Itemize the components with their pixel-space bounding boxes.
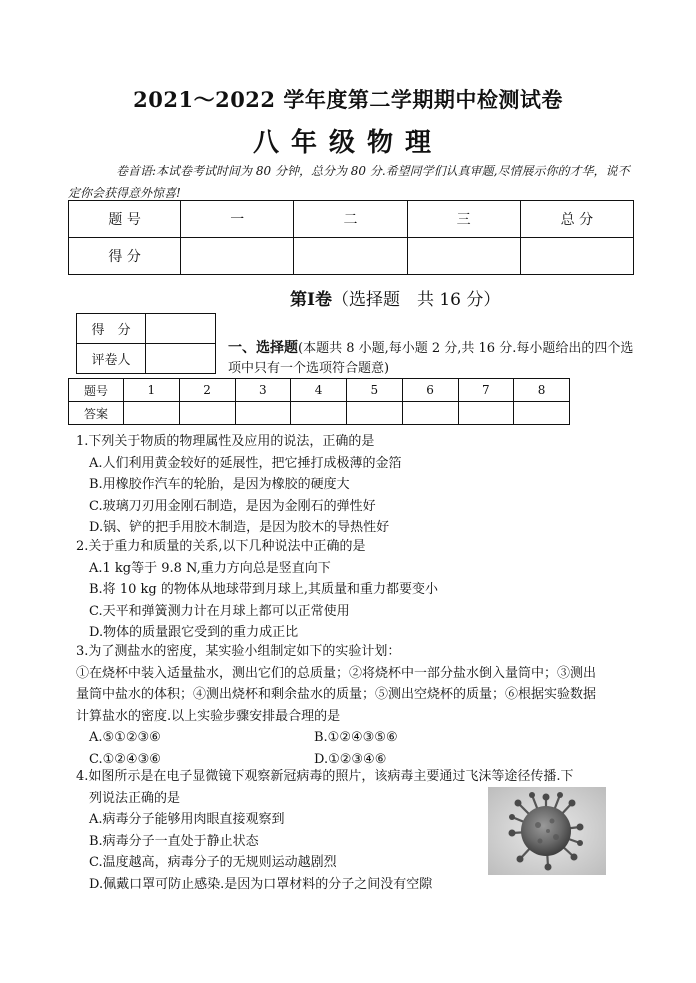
option-c: C.温度越高，病毒分子的无规则运动越剧烈 bbox=[89, 855, 337, 870]
option-d: D.佩戴口罩可防止感染.是因为口罩材料的分子之间没有空隙 bbox=[89, 876, 433, 892]
answer-number-row bbox=[69, 379, 570, 402]
virus-icon bbox=[488, 787, 606, 875]
score-table bbox=[68, 200, 634, 275]
question-1 bbox=[76, 431, 636, 539]
score-header-cell: 题 号 bbox=[69, 201, 181, 238]
option-a: A.⑤①②③⑥ bbox=[89, 730, 161, 745]
answer-cell[interactable] bbox=[179, 402, 235, 425]
exam-subtitle: 八年级物理 bbox=[252, 128, 443, 158]
score-header-cell: 二 bbox=[294, 201, 407, 238]
answer-cell[interactable] bbox=[124, 402, 180, 425]
score-table-header-row bbox=[69, 201, 634, 238]
virus-photo bbox=[488, 787, 606, 875]
answer-number: 4 bbox=[291, 379, 347, 402]
option-a: A.1 kg等于 9.8 N,重力方向总是竖直向下 bbox=[89, 560, 331, 576]
grader-score-label: 得 分 bbox=[77, 314, 146, 344]
option-c: C.天平和弹簧测力计在月球上都可以正常使用 bbox=[89, 603, 350, 619]
answer-number: 8 bbox=[514, 379, 570, 402]
exam-notice: 卷首语:本试卷考试时间为 80 分钟，总分为 80 分.希望同学们认真审题,尽情展示你的才华，说不定你会获得意外惊喜! bbox=[68, 164, 630, 200]
score-cell[interactable] bbox=[294, 238, 407, 275]
grader-row bbox=[77, 314, 216, 344]
section1-title bbox=[0, 285, 696, 310]
answer-number: 6 bbox=[402, 379, 458, 402]
option-d: D.锅、铲的把手用胶木制造，是因为胶木的导热性好 bbox=[89, 520, 390, 535]
question-stem-continued: 列说法正确的是 bbox=[89, 790, 181, 806]
score-header-cell: 三 bbox=[407, 201, 520, 238]
option-d: D.①②③④⑥ bbox=[314, 751, 387, 767]
question-stem: 4.如图所示是在电子显微镜下观察新冠病毒的照片，该病毒主要通过飞沫等途径传播.下 bbox=[76, 769, 574, 784]
score-header-cell: 一 bbox=[181, 201, 294, 238]
question-body-line: 计算盐水的密度.以上实验步骤安排最合理的是 bbox=[76, 708, 341, 724]
score-row-label: 得 分 bbox=[69, 238, 181, 275]
answer-row-label: 题号 bbox=[69, 379, 124, 402]
section1-title-rest: （选择题 共 16 分） bbox=[331, 290, 501, 310]
answer-number: 2 bbox=[179, 379, 235, 402]
question-stem: 2.关于重力和质量的关系,以下几种说法中正确的是 bbox=[76, 539, 366, 554]
grader-name-label: 评卷人 bbox=[77, 344, 146, 374]
answer-number: 5 bbox=[347, 379, 403, 402]
option-d: D.物体的质量跟它受到的重力成正比 bbox=[89, 625, 299, 640]
answer-number: 3 bbox=[235, 379, 291, 402]
grader-table bbox=[76, 313, 216, 374]
answer-fill-row bbox=[69, 402, 570, 425]
instruction-heading: 一、选择题 bbox=[228, 340, 298, 356]
option-b: B.将 10 kg 的物体从地球带到月球上,其质量和重力都要变小 bbox=[89, 582, 438, 597]
answer-cell[interactable] bbox=[458, 402, 514, 425]
answer-number: 7 bbox=[458, 379, 514, 402]
score-cell[interactable] bbox=[181, 238, 294, 275]
score-header-cell: 总 分 bbox=[520, 201, 633, 238]
section1-instruction bbox=[228, 338, 638, 379]
question-2 bbox=[76, 536, 636, 644]
instruction-text: (本题共 8 小题,每小题 2 分,共 16 分.每小题给出的四个选项中只有一个选项符合题意) bbox=[228, 341, 634, 376]
option-a: A.病毒分子能够用肉眼直接观察到 bbox=[89, 812, 285, 827]
answer-cell[interactable] bbox=[291, 402, 347, 425]
question-body-line: ①在烧杯中装入适量盐水，测出它们的总质量；②将烧杯中一部分盐水倒入量筒中；③测出 bbox=[76, 665, 597, 681]
score-cell[interactable] bbox=[407, 238, 520, 275]
exam-title: 2021～2022 学年度第二学期期中检测试卷 bbox=[133, 87, 563, 112]
question-3 bbox=[76, 641, 636, 770]
answer-row-label: 答案 bbox=[69, 402, 124, 425]
grader-name-cell[interactable] bbox=[146, 344, 216, 374]
answer-cell[interactable] bbox=[514, 402, 570, 425]
answer-cell[interactable] bbox=[402, 402, 458, 425]
score-table-score-row bbox=[69, 238, 634, 275]
answer-cell[interactable] bbox=[347, 402, 403, 425]
option-c: C.玻璃刀刃用金刚石制造，是因为金刚石的弹性好 bbox=[89, 498, 376, 514]
option-b: B.用橡胶作汽车的轮胎，是因为橡胶的硬度大 bbox=[89, 477, 350, 492]
answer-cell[interactable] bbox=[235, 402, 291, 425]
question-stem: 3.为了测盐水的密度，某实验小组制定如下的实验计划： bbox=[76, 644, 401, 659]
option-c: C.①②④③⑥ bbox=[89, 751, 161, 767]
option-b: B.病毒分子一直处于静止状态 bbox=[89, 833, 259, 849]
answer-number: 1 bbox=[124, 379, 180, 402]
grader-score-cell[interactable] bbox=[146, 314, 216, 344]
answer-table bbox=[68, 378, 570, 425]
question-stem: 1.下列关于物质的物理属性及应用的说法，正确的是 bbox=[76, 434, 375, 449]
score-cell[interactable] bbox=[520, 238, 633, 275]
option-a: A.人们利用黄金较好的延展性，把它捶打成极薄的金箔 bbox=[89, 455, 402, 471]
option-row bbox=[76, 727, 636, 749]
option-b: B.①②④③⑤⑥ bbox=[314, 730, 398, 745]
section1-title-main: 第Ⅰ卷 bbox=[290, 290, 332, 310]
grader-row bbox=[77, 344, 216, 374]
question-body-line: 量筒中盐水的体积；④测出烧杯和剩余盐水的质量；⑤测出空烧杯的质量；⑥根据实验数据 bbox=[76, 687, 597, 702]
